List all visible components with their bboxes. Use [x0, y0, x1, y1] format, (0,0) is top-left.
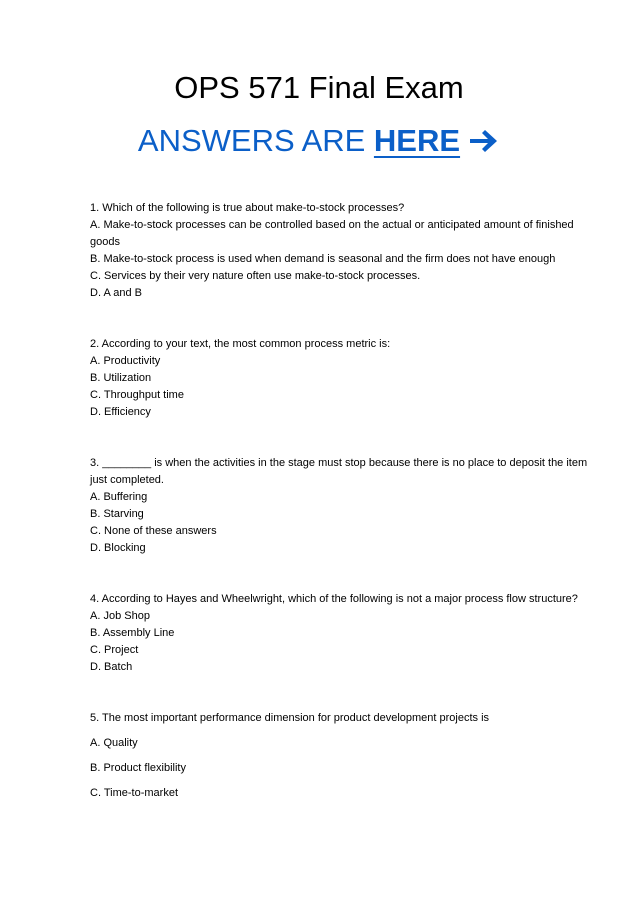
question-5 [90, 710, 590, 802]
question-4-prompt: 4. According to Hayes and Wheelwright, which of the following is not a major process flow structure? [90, 593, 578, 605]
question-5-option-b: B. Product flexibility [90, 762, 186, 774]
question-4-option-c: C. Project [90, 644, 139, 656]
page-title: OPS 571 Final Exam [174, 70, 464, 105]
question-4 [90, 591, 590, 676]
question-2-option-c: C. Throughput time [90, 389, 184, 401]
question-3-option-b: B. Starving [90, 508, 144, 520]
question-1-option-c: C. Services by their very nature often use make-to-stock processes. [90, 270, 421, 282]
question-5-prompt: 5. The most important performance dimension for product development projects is [90, 712, 490, 724]
answers-banner-text: ANSWERS ARE [137, 123, 374, 158]
question-3-prompt: 3. ________ is when the activities in the stage must stop because there is no place to deposit the item just completed. [90, 457, 588, 486]
answers-link-label: HERE [373, 123, 461, 158]
question-1-option-d: D. A and B [90, 287, 142, 299]
answers-link[interactable] [374, 123, 500, 158]
question-list [90, 200, 590, 810]
question-3-option-c: C. None of these answers [90, 525, 217, 537]
question-1 [90, 200, 590, 302]
question-3-option-a: A. Buffering [90, 491, 148, 503]
question-5-option-c: C. Time-to-market [90, 787, 179, 799]
question-2 [90, 336, 590, 421]
answers-banner [0, 121, 638, 161]
question-1-prompt: 1. Which of the following is true about make-to-stock processes? [90, 202, 405, 214]
question-2-prompt: 2. According to your text, the most common process metric is: [90, 338, 391, 350]
question-3-option-d: D. Blocking [90, 542, 146, 554]
question-1-option-b: B. Make-to-stock process is used when demand is seasonal and the firm does not have enough [90, 253, 556, 265]
question-2-option-b: B. Utilization [90, 372, 152, 384]
question-4-option-b: B. Assembly Line [90, 627, 175, 639]
question-1-option-a: A. Make-to-stock processes can be controlled based on the actual or anticipated amount of finished goods [90, 219, 574, 248]
question-4-option-a: A. Job Shop [90, 610, 150, 622]
question-5-option-a: A. Quality [90, 737, 138, 749]
question-2-option-a: A. Productivity [90, 355, 161, 367]
question-2-option-d: D. Efficiency [90, 406, 151, 418]
question-4-option-d: D. Batch [90, 661, 133, 673]
question-3 [90, 455, 590, 557]
right-arrow-icon [468, 130, 500, 152]
